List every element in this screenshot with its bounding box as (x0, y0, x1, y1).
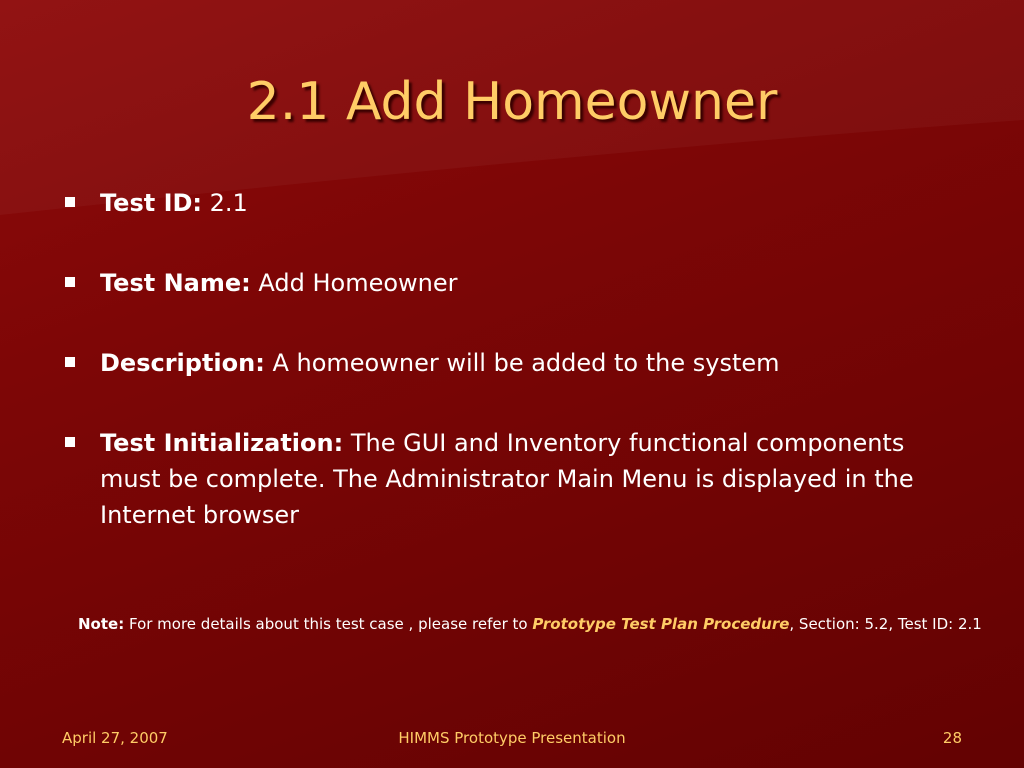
note-label: Note: (78, 615, 125, 633)
slide-title: 2.1 Add Homeowner (246, 72, 778, 132)
square-bullet-icon (65, 197, 75, 207)
note (78, 610, 1018, 638)
bullet-test-id (62, 185, 972, 221)
bullet-test-initialization (62, 425, 972, 533)
bullet-label: Test Initialization: (100, 429, 344, 457)
bullet-label: Test ID: (100, 189, 203, 217)
bullet-text: 2.1 (202, 189, 248, 217)
bullet-text: Add Homeowner (250, 269, 458, 297)
note-reference: Prototype Test Plan Procedure (532, 615, 790, 633)
bullet-label: Description: (100, 349, 265, 377)
bullet-list (62, 185, 972, 577)
footer-page-number: 28 (942, 729, 962, 747)
bullet-description (62, 345, 972, 381)
note-text-after: , Section: 5.2, Test ID: 2.1 (789, 615, 982, 633)
note-text-before: For more details about this test case , please refer to (124, 615, 533, 633)
bullet-label: Test Name: (100, 269, 251, 297)
square-bullet-icon (65, 357, 75, 367)
footer-date: April 27, 2007 (62, 729, 168, 747)
square-bullet-icon (65, 277, 75, 287)
bullet-test-name (62, 265, 972, 301)
footer-title: HIMMS Prototype Presentation (398, 729, 626, 747)
square-bullet-icon (65, 437, 75, 447)
bullet-text: The GUI and Inventory functional components must be complete. The Administrator Main Menu is displayed in the Internet browser (100, 429, 914, 529)
bullet-text: A homeowner will be added to the system (264, 349, 780, 377)
